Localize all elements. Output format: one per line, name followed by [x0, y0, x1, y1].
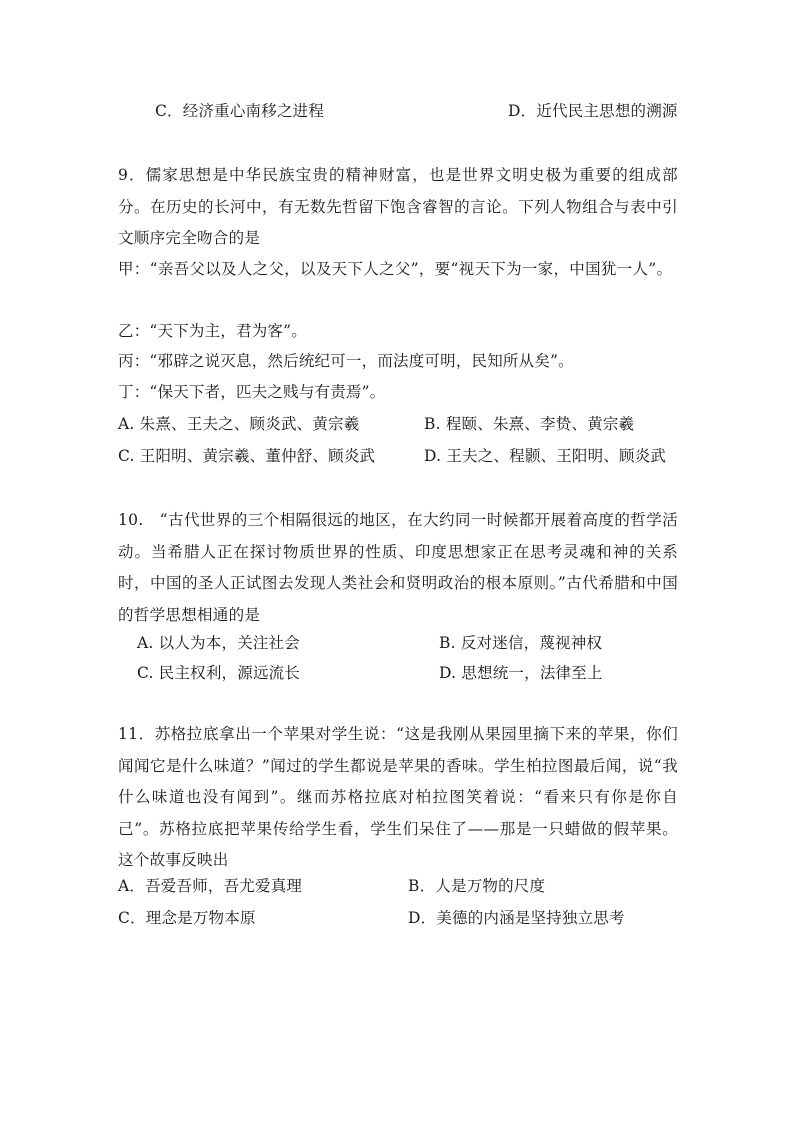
q11-option-b: B．人是万物的尺度	[408, 877, 546, 895]
q11-option-d: D．美德的内涵是坚持独立思考	[408, 909, 625, 927]
q9-quote-yi: 乙：“天下为主，君为客”。	[118, 322, 307, 340]
q11-stem: 11．苏格拉底拿出一个苹果对学生说：“这是我刚从果园里摘下来的苹果，你们闻闻它是什么味道？”闻过的学生都说是苹果的香味。学生柏拉图最后闻，说“我什么味道也没有闻到”。继而苏格拉底对柏拉图笑着说：“看来只有你是你自己”。苏格拉底把苹果传给学生看，学生们呆住了——那是一只蜡做的假苹果。这个故事反映出	[118, 725, 678, 869]
q11-option-a: A．吾爱吾师，吾尤爱真理	[118, 877, 303, 895]
q10-stem: 10. “古代世界的三个相隔很远的地区，在大约同一时候都开展着高度的哲学活动。当希腊人正在探讨物质世界的性质、印度思想家正在思考灵魂和神的关系时，中国的圣人正试图去发现人类社会和贤明政治的根本原则。”古代希腊和中国的哲学思想相通的是	[118, 511, 678, 624]
q9-quote-ding: 丁：“保天下者，匹夫之贱与有责焉”。	[118, 383, 386, 401]
q8-option-c: C．经济重心南移之进程	[155, 102, 325, 120]
q10-option-a: A. 以人为本，关注社会	[137, 634, 300, 652]
q9-option-d: D. 王夫之、程颢、王阳明、顾炎武	[424, 447, 667, 465]
q10-option-d: D. 思想统一，法律至上	[439, 664, 603, 682]
q9-option-c: C. 王阳明、黄宗羲、董仲舒、顾炎武	[118, 447, 376, 465]
q9-option-a: A. 朱熹、王夫之、顾炎武、黄宗羲	[118, 415, 360, 433]
q9-quote-bing: 丙：“邪辟之说灭息，然后统纪可一，而法度可明，民知所从矣”。	[118, 352, 574, 370]
q11-option-c: C．理念是万物本原	[118, 909, 256, 927]
q9-option-b: B. 程颐、朱熹、李贽、黄宗羲	[424, 415, 635, 433]
q9-stem: 9．儒家思想是中华民族宝贵的精神财富，也是世界文明史极为重要的组成部分。在历史的长河中，有无数先哲留下饱含睿智的言论。下列人物组合与表中引文顺序完全吻合的是	[118, 166, 678, 247]
q10-option-c: C. 民主权利，源远流长	[137, 664, 301, 682]
q9-quote-jia: 甲：“亲吾父以及人之父，以及天下人之父”，要“视天下为一家，中国犹一人”。	[118, 260, 673, 278]
q10-option-b: B. 反对迷信，蔑视神权	[439, 634, 603, 652]
q8-option-d: D．近代民主思想的溯源	[508, 102, 678, 120]
